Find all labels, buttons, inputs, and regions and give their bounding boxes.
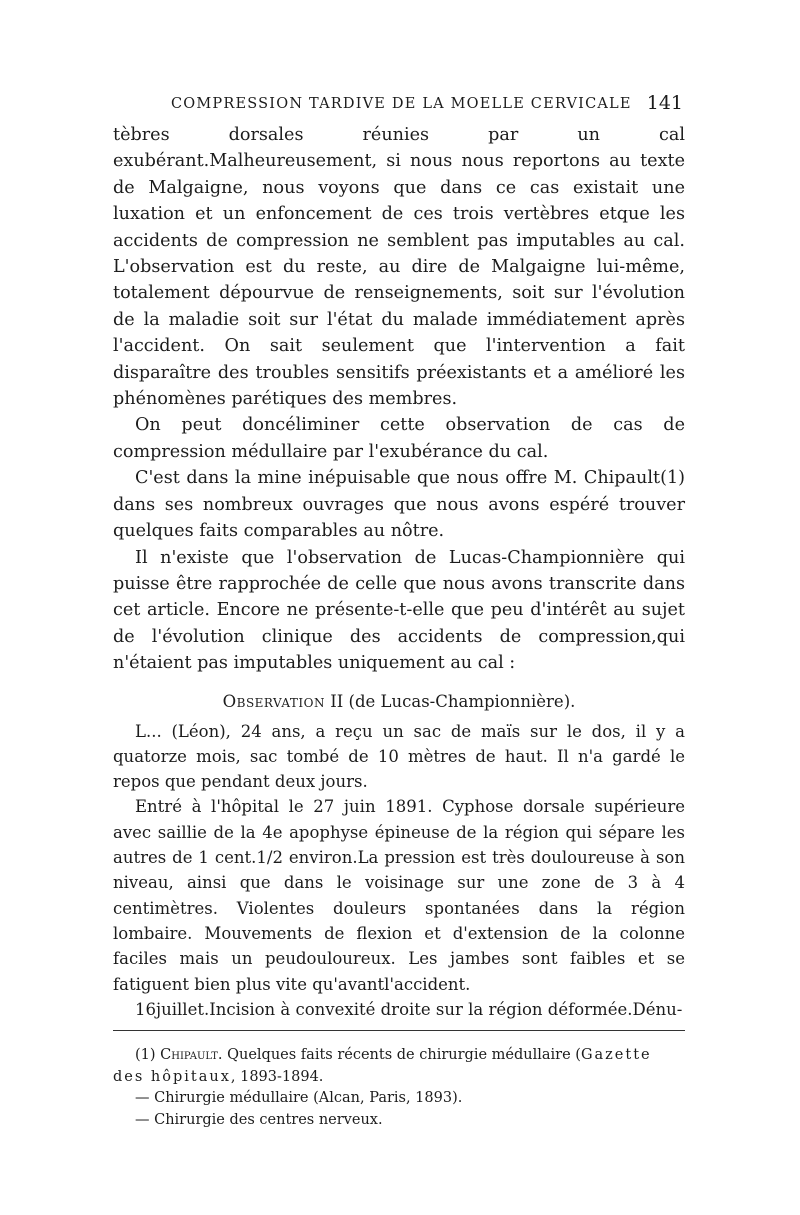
observation-paragraph-3: 16juillet.Incision à convexité droite sur la région déformée.Dénu- — [135, 999, 683, 1019]
observation-label: Observation — [222, 691, 325, 711]
footnote-1 — [113, 1045, 685, 1088]
observation-title-rest: II (de Lucas-Championnière). — [325, 691, 576, 711]
body-text — [113, 122, 685, 677]
page-header — [113, 92, 685, 122]
observation-paragraph-1: L... (Léon), 24 ans, a reçu un sac de maïs sur le dos, il y a quatorze mois, sac tombé de 10 mètres de haut. Il n'a gardé le repos que pendant deux jours. — [113, 721, 685, 792]
footnote-1-marker: (1) — [135, 1047, 161, 1064]
footnote-1-author: Chipault. — [160, 1047, 223, 1064]
footnote-divider — [113, 1030, 685, 1031]
footnote-1-text: Quelques faits récents de chirurgie médullaire ( — [222, 1047, 581, 1064]
observation-text — [113, 719, 685, 1023]
footnote-1-journal: Gazette des hôpitaux — [113, 1047, 652, 1085]
footnotes — [113, 1045, 685, 1131]
paragraph-3: C'est dans la mine inépuisable que nous offre M. Chipault(1) dans ses nombreux ouvrages que nous avons espéré trouver quelques faits comparables au nôtre. — [113, 468, 685, 542]
observation-paragraph-2: Entré à l'hôpital le 27 juin 1891. Cyphose dorsale supérieure avec saillie de la 4e apophyse épineuse de la région qui sépare les autres de 1 cent.1/2 environ.La pression est très douloureuse à son niveau, ainsi que dans le voisinage sur une zone de 3 à 4 centimètres. Violentes douleurs spontanées dans la région lombaire. Mouvements de flexion et d'extension de la colonne faciles mais un peudouloureux. Les jambes sont faibles et se fatiguent bien plus vite qu'avantl'accident. — [113, 797, 685, 994]
paragraph-4: Il n'existe que l'observation de Lucas-Championnière qui puisse être rapprochée de celle que nous avons transcrite dans cet article. Encore ne présente-t-elle que peu d'intérêt au sujet de l'évolution clinique des accidents de compression,qui n'étaient pas imputables uniquement au cal : — [113, 547, 685, 674]
page — [113, 92, 685, 1131]
paragraph-1: tèbres dorsales réunies par un cal exubérant.Malheureusement, si nous nous reportons au texte de Malgaigne, nous voyons que dans ce cas existait une luxation et un enfoncement de ces trois vertèbres etque les accidents de compression ne semblent pas imputables au cal. L'observation est du reste, au dire de Malgaigne lui-même, totalement dépourvue de renseignements, soit sur l'évolution de la maladie soit sur l'état du malade immédiatement après l'accident. On sait seulement que l'intervention a fait disparaître des troubles sensitifs préexistants et a amélioré les phénomènes parétiques des membres. — [113, 125, 685, 410]
running-title: COMPRESSION TARDIVE DE LA MOELLE CERVICALE — [171, 96, 632, 112]
footnote-2: — Chirurgie médullaire (Alcan, Paris, 1893). — [135, 1090, 463, 1107]
observation-title — [113, 689, 685, 715]
footnote-1-end: , 1893-1894. — [230, 1068, 324, 1085]
page-number: 141 — [646, 92, 683, 114]
paragraph-2: On peut doncéliminer cette observation de cas de compression médullaire par l'exubérance du cal. — [113, 415, 685, 462]
footnote-3: — Chirurgie des centres nerveux. — [135, 1111, 383, 1128]
